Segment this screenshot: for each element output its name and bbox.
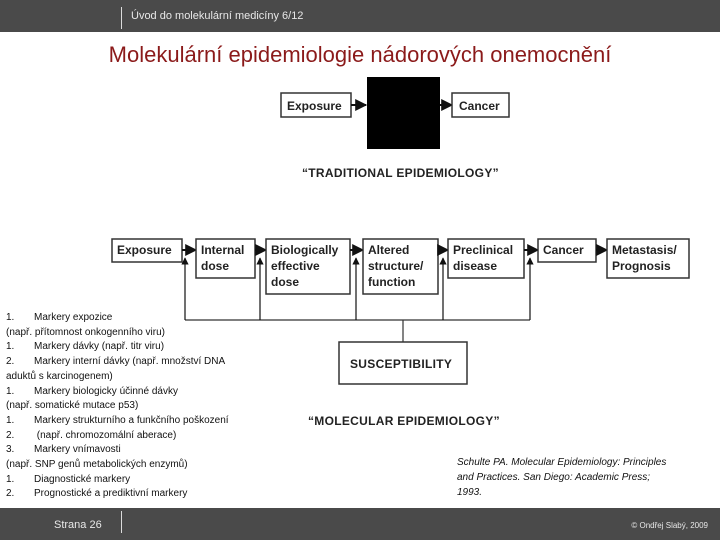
chain-box-5-line-1: Preclinical — [453, 243, 514, 257]
slide-title: Molekulární epidemiologie nádorových onemocnění — [108, 42, 612, 67]
course-title: Úvod do molekulární medicíny 6/12 — [131, 10, 304, 22]
list-item — [6, 429, 229, 444]
chain-box-2-line-1: Internal — [201, 243, 245, 257]
traditional-label: “TRADITIONAL EPIDEMIOLOGY” — [302, 166, 499, 180]
chain-box-3-line-1: Biologically — [271, 243, 339, 257]
list-item — [6, 370, 229, 385]
chain-box-3-line-2: effective — [271, 259, 320, 273]
list-item — [6, 414, 229, 429]
list-item-text: (např. SNP genů metabolických enzymů) — [6, 459, 188, 471]
citation — [457, 455, 666, 500]
chain-box-3-line-3: dose — [271, 275, 300, 289]
page-number: Strana 26 — [54, 519, 102, 531]
list-item-text: Diagnostické markery — [34, 473, 131, 485]
list-item-number: 1. — [6, 385, 15, 397]
list-item-text: Markery expozice — [34, 312, 113, 323]
list-item-text: Markery biologicky účinné dávky — [34, 385, 178, 397]
list-item — [6, 311, 229, 326]
list-item-text: Prognostické a prediktivní markery — [34, 488, 188, 500]
list-item-text: (např. chromozomální aberace) — [34, 429, 177, 441]
list-item-text: aduktů s karcinogenem) — [6, 370, 113, 382]
traditional-cancer-text: Cancer — [459, 99, 500, 113]
chain-box-2-line-2: dose — [201, 259, 230, 273]
footer-bar — [0, 508, 720, 540]
list-item-text: (např. somatické mutace p53) — [6, 400, 139, 412]
list-item-text: Markery strukturního a funkčního poškození — [34, 414, 229, 426]
chain-box-5-line-2: disease — [453, 259, 498, 273]
list-item — [6, 385, 229, 400]
chain-box-1-line-1: Exposure — [117, 243, 172, 257]
list-item — [6, 355, 229, 370]
chain-box-4-line-2: structure/ — [368, 259, 424, 273]
list-item-text: Markery dávky (např. titr viru) — [34, 341, 165, 353]
list-item-number: 2. — [6, 488, 15, 500]
chain-box-4-line-3: function — [368, 275, 416, 289]
traditional-exposure-text: Exposure — [287, 99, 342, 113]
chain-box-6-line-1: Cancer — [543, 243, 584, 257]
citation-line-1: Schulte PA. Molecular Epidemiology: Principles — [457, 457, 667, 468]
copyright: © Ondřej Slabý, 2009 — [631, 521, 708, 530]
list-item-number: 1. — [6, 414, 15, 426]
list-item — [6, 399, 229, 414]
citation-line-3: 1993. — [457, 487, 483, 498]
chain-box-7-line-2: Prognosis — [612, 259, 671, 273]
list-item-number: 2. — [6, 356, 15, 368]
list-item — [6, 326, 229, 341]
list-item — [6, 340, 229, 355]
list-item-number: 1. — [6, 341, 15, 353]
list-item — [6, 487, 229, 502]
list-item — [6, 443, 229, 458]
molecular-label: “MOLECULAR EPIDEMIOLOGY” — [308, 414, 500, 428]
list-item-number: 3. — [6, 444, 15, 456]
list-item-number: 1. — [6, 473, 15, 485]
list-item-text: (např. přítomnost onkogenního viru) — [6, 326, 165, 338]
black-box — [367, 77, 440, 149]
list-item — [6, 473, 229, 488]
chain-box-7-line-1: Metastasis/ — [612, 243, 677, 257]
list-item-number: 1. — [6, 312, 15, 323]
marker-list — [6, 311, 229, 502]
list-item-text: Markery interní dávky (např. množství DNA — [34, 356, 226, 368]
list-item-number: 2. — [6, 429, 15, 441]
footer-divider — [121, 511, 122, 533]
list-item-text: Markery vnímavosti — [34, 444, 121, 456]
chain-box-4-line-1: Altered — [368, 243, 410, 257]
list-item — [6, 458, 229, 473]
citation-line-2: and Practices. San Diego: Academic Press; — [457, 472, 651, 483]
susceptibility-text: SUSCEPTIBILITY — [350, 357, 453, 371]
